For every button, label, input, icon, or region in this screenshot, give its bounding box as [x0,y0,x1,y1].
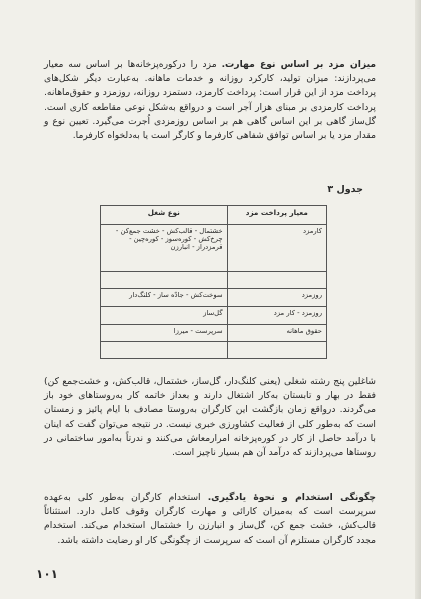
table-header-job-type: نوع شغل [101,206,228,225]
table-cell: خشتمال - قالب‌کش - خشت جمع‌کن - چرخ‌کش - کوره‌سوز - کوره‌چین - قرمزدراز - انبارزن [101,225,228,272]
table-header-row [101,206,327,225]
paragraph-text: استخدام کارگران به‌طور کلی به‌عهده سرپرست است که به‌میزان کارائی و مهارت کارگران وقوف کامل دارد. استثنائاً قالب‌کش، خشت جمع کن، گل‌ساز و انبارزن را خشتمال استخدام می‌کند. استخدام مجدد کارگران مستلزم آن است که سرپرست از چگونگی کار او رضایت داشته باشد. [44,492,376,546]
table-cell [227,342,326,359]
wage-table [100,205,327,359]
paragraph-seasonal-workers [44,375,376,460]
paragraph-hiring [44,491,376,548]
page-edge [415,0,421,599]
table-cell: روزمزد - کار مزد [227,307,326,325]
table-cell: حقوق ماهانه [227,325,326,342]
paragraph-heading: میزان مزد بر اساس نوع مهارت. [221,59,377,70]
table-row [101,325,327,342]
table-row [101,342,327,359]
table-row [101,225,327,272]
table-row [101,289,327,307]
paragraph-heading: چگونگی استخدام و نحوهٔ یادگیری. [207,492,376,503]
table-cell: روزمزد [227,289,326,307]
page-number: ۱۰۱ [36,567,58,581]
table-cell: سوخت‌کش - جادّه ساز - کلنگ‌دار [101,289,228,307]
table-cell: سرپرست - میرزا [101,325,228,342]
table-cell: کارمزد [227,225,326,272]
table-cell [101,272,228,289]
paragraph-text: شاغلین پنج رشته شغلی (یعنی کلنگ‌دار، گل‌ساز، خشتمال، قالب‌کش، و خشت‌جمع کن) فقط در بهار و تابستان به‌کار اشتغال دارند و بعداز خاتمه کار به‌روستاهای خود باز می‌گردند. درواقع زمان بازگشت این کارگران به‌روستا مصادف با ایام پائیز و زمستان است که به‌طور کلی از فعالیت کشاورزی خبری نیست. در نتیجه می‌توان گفت که اینان با درآمد حاصل از کار در کوره‌پزخانه امرارمعاش می‌کنند و ندرتاً به‌امور ساختمانی در روستاها می‌پردازند که درآمد آن هم بسیار ناچیز است. [44,376,376,459]
paragraph-wage-by-skill [44,58,376,143]
table-row [101,307,327,325]
table-row [101,272,327,289]
table-header-wage-basis: معیار پرداخت مزد [227,206,326,225]
paragraph-text: مزد را درکوره‌پزخانه‌ها بر اساس سه معیار می‌پردازند: میزان تولید، کارکرد روزانه و خدمات ماهانه. به‌عبارت دیگر شکل‌های پرداخت مزد از این قرار است: پرداخت کارمزد، دستمزد روزانه، روزمزد و حقوق‌ماهانه. پرداخت کارمزدی بر مبنای هزار آجر است و درواقع به‌شکل نوعی مقاطعه کاری است. گل‌ساز گاهی بر این اساس گاهی هم بر اساس روزمزدی اُجرت می‌گیرد. تعیین نوع و مقدار مزد یا بر اساس توافق شفاهی کارفرما و کارگر است یا به‌دلخواه کارفرما. [44,59,376,142]
table-cell [227,272,326,289]
table-caption: جدول ۳ [327,184,363,195]
table-cell [101,342,228,359]
table-cell: گل‌ساز [101,307,228,325]
